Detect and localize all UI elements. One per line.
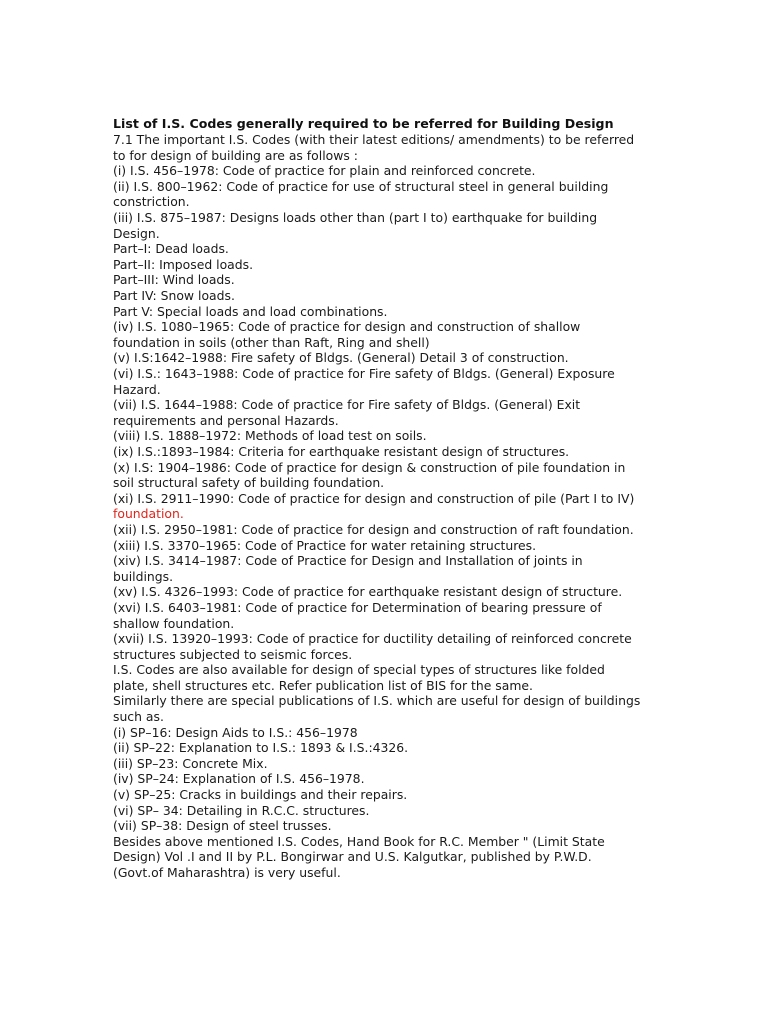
document-line: Part–II: Imposed loads.: [113, 256, 254, 272]
document-line: shallow foundation.: [113, 615, 235, 631]
document-line: (xiv) I.S. 3414–1987: Code of Practice for Design and Installation of joints in: [113, 553, 583, 569]
document-line: (i) I.S. 456–1978: Code of practice for plain and reinforced concrete.: [113, 163, 536, 179]
document-line: foundation.: [113, 506, 184, 522]
document-page: [113, 116, 763, 881]
document-line: (xii) I.S. 2950–1981: Code of practice for design and construction of raft foundation.: [113, 521, 634, 537]
document-line: Part–I: Dead loads.: [113, 241, 229, 257]
document-line: (ix) I.S.:1893–1984: Criteria for earthquake resistant design of structures.: [113, 443, 570, 459]
document-line: (viii) I.S. 1888–1972: Methods of load test on soils.: [113, 428, 427, 444]
document-line: (iv) I.S. 1080–1965: Code of practice for design and construction of shallow: [113, 319, 581, 335]
document-line: (Govt.of Maharashtra) is very useful.: [113, 865, 341, 880]
document-line: (xi) I.S. 2911–1990: Code of practice for design and construction of pile (Part I to IV): [113, 490, 635, 506]
document-line: requirements and personal Hazards.: [113, 412, 339, 428]
document-line: (v) SP–25: Cracks in buildings and their repairs.: [113, 787, 408, 803]
document-line: (x) I.S: 1904–1986: Code of practice for design & construction of pile foundation in: [113, 459, 626, 475]
document-line: 7.1 The important I.S. Codes (with their latest editions/ amendments) to be referred: [113, 132, 635, 148]
document-line: (vi) I.S.: 1643–1988: Code of practice for Fire safety of Bldgs. (General) Exposure: [113, 366, 615, 381]
document-line: foundation in soils (other than Raft, Ring and shell): [113, 334, 430, 350]
document-line: (ii) I.S. 800–1962: Code of practice for use of structural steel in general building: [113, 178, 609, 194]
document-line: buildings.: [113, 568, 174, 584]
document-line: (i) SP–16: Design Aids to I.S.: 456–1978: [113, 724, 358, 740]
document-line: (iii) I.S. 875–1987: Designs loads other than (part I to) earthquake for building: [113, 210, 598, 226]
document-line: I.S. Codes are also available for design of special types of structures like folded: [113, 662, 605, 678]
document-line: Hazard.: [113, 381, 161, 397]
document-line: (iv) SP–24: Explanation of I.S. 456–1978.: [113, 771, 365, 787]
document-line: (iii) SP–23: Concrete Mix.: [113, 755, 268, 771]
document-line: (ii) SP–22: Explanation to I.S.: 1893 & I.S.:4326.: [113, 740, 409, 756]
document-line: (vii) I.S. 1644–1988: Code of practice for Fire safety of Bldgs. (General) Exit: [113, 397, 581, 413]
document-line: (xvii) I.S. 13920–1993: Code of practice for ductility detailing of reinforced concrete: [113, 631, 632, 647]
document-line: constriction.: [113, 194, 190, 210]
document-line: Part V: Special loads and load combinations.: [113, 303, 388, 319]
document-line: (v) I.S:1642–1988: Fire safety of Bldgs. (General) Detail 3 of construction.: [113, 350, 569, 366]
document-line: Besides above mentioned I.S. Codes, Hand Book for R.C. Member " (Limit State: [113, 833, 605, 849]
document-title: List of I.S. Codes generally required to be referred for Building Design: [113, 116, 614, 131]
document-line: to for design of building are as follows :: [113, 147, 358, 163]
document-line: plate, shell structures etc. Refer publication list of BIS for the same.: [113, 677, 533, 693]
document-line: such as.: [113, 709, 164, 725]
document-line: (xv) I.S. 4326–1993: Code of practice for earthquake resistant design of structure.: [113, 584, 623, 600]
document-line: (xvi) I.S. 6403–1981: Code of practice for Determination of bearing pressure of: [113, 599, 602, 615]
document-line: Design) Vol .I and II by P.L. Bongirwar and U.S. Kalgutkar, published by P.W.D.: [113, 849, 592, 865]
document-line: (vii) SP–38: Design of steel trusses.: [113, 818, 332, 834]
document-line: Similarly there are special publications of I.S. which are useful for design of buildings: [113, 693, 641, 709]
document-line: Design.: [113, 225, 160, 241]
document-line: structures subjected to seismic forces.: [113, 646, 353, 662]
document-line: (xiii) I.S. 3370–1965: Code of Practice for water retaining structures.: [113, 537, 537, 553]
document-line: Part IV: Snow loads.: [113, 288, 235, 304]
document-line: soil structural safety of building foundation.: [113, 475, 385, 491]
document-line: Part–III: Wind loads.: [113, 272, 235, 288]
document-line: (vi) SP– 34: Detailing in R.C.C. structures.: [113, 802, 370, 818]
document-body: [113, 132, 763, 881]
